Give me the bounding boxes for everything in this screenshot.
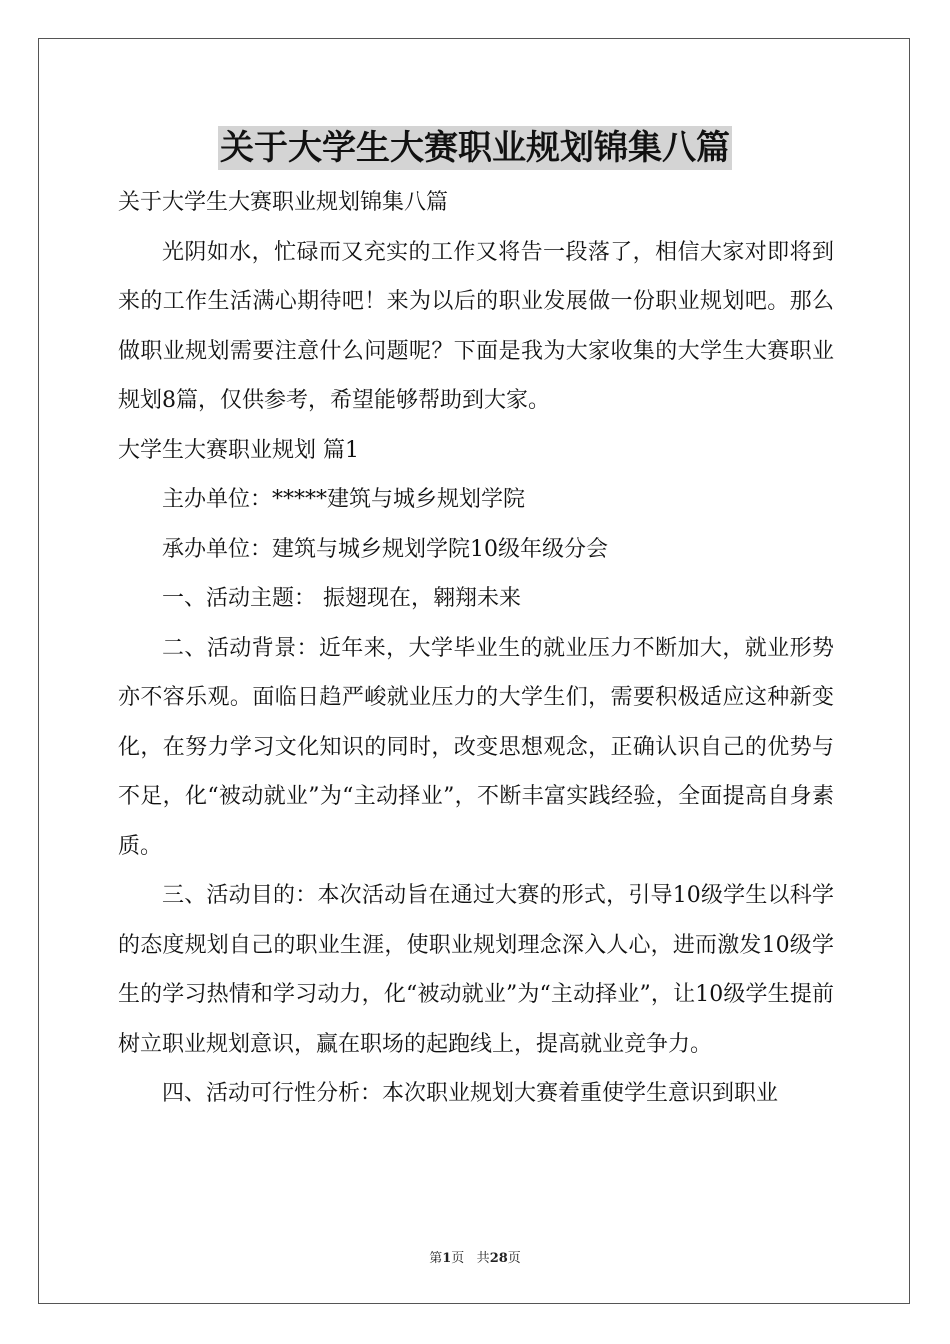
purpose-paragraph: 三、活动目的：本次活动旨在通过大赛的形式，引导10级学生以科学的态度规划自己的职业生涯，使职业规划理念深入人心，进而激发10级学生的学习热情和学习动力，化“被动就业”为“主动择业”，让10级学生提前树立职业规划意识，赢在职场的起跑线上，提高就业竞争力。 <box>118 883 834 1057</box>
page-prefix: 第 <box>429 1251 443 1266</box>
total-prefix: 共 <box>476 1251 490 1266</box>
document-body <box>118 178 834 1119</box>
total-pages: 28 <box>489 1251 508 1266</box>
background-paragraph: 二、活动背景：近年来，大学毕业生的就业压力不断加大，就业形势亦不容乐观。面临日趋严峻就业压力的大学生们，需要积极适应这种新变化，在努力学习文化知识的同时，改变思想观念，正确认识自己的优势与不足，化“被动就业”为“主动择业”，不断丰富实践经验，全面提高自身素质。 <box>118 635 834 859</box>
page-number: 1 <box>442 1251 452 1266</box>
page-suffix: 页 <box>451 1251 465 1266</box>
subtitle-paragraph: 关于大学生大赛职业规划锦集八篇 <box>118 190 449 215</box>
organizer-paragraph: 主办单位：*****建筑与城乡规划学院 <box>162 487 526 512</box>
feasibility-paragraph: 四、活动可行性分析：本次职业规划大赛着重使学生意识到职业 <box>162 1081 779 1106</box>
title-container <box>0 126 950 170</box>
section-heading: 大学生大赛职业规划 篇1 <box>118 437 359 463</box>
co-organizer-paragraph: 承办单位：建筑与城乡规划学院10级年级分会 <box>162 536 608 562</box>
document-title: 关于大学生大赛职业规划锦集八篇 <box>220 128 730 168</box>
theme-paragraph: 一、活动主题： 振翅现在，翱翔未来 <box>162 586 521 611</box>
page-footer <box>0 1247 950 1266</box>
total-suffix: 页 <box>507 1251 521 1266</box>
intro-paragraph: 光阴如水，忙碌而又充实的工作又将告一段落了，相信大家对即将到来的工作生活满心期待吧！来为以后的职业发展做一份职业规划吧。那么做职业规划需要注意什么问题呢？下面是我为大家收集的大学生大赛职业规划8篇，仅供参考，希望能够帮助到大家。 <box>118 239 834 413</box>
